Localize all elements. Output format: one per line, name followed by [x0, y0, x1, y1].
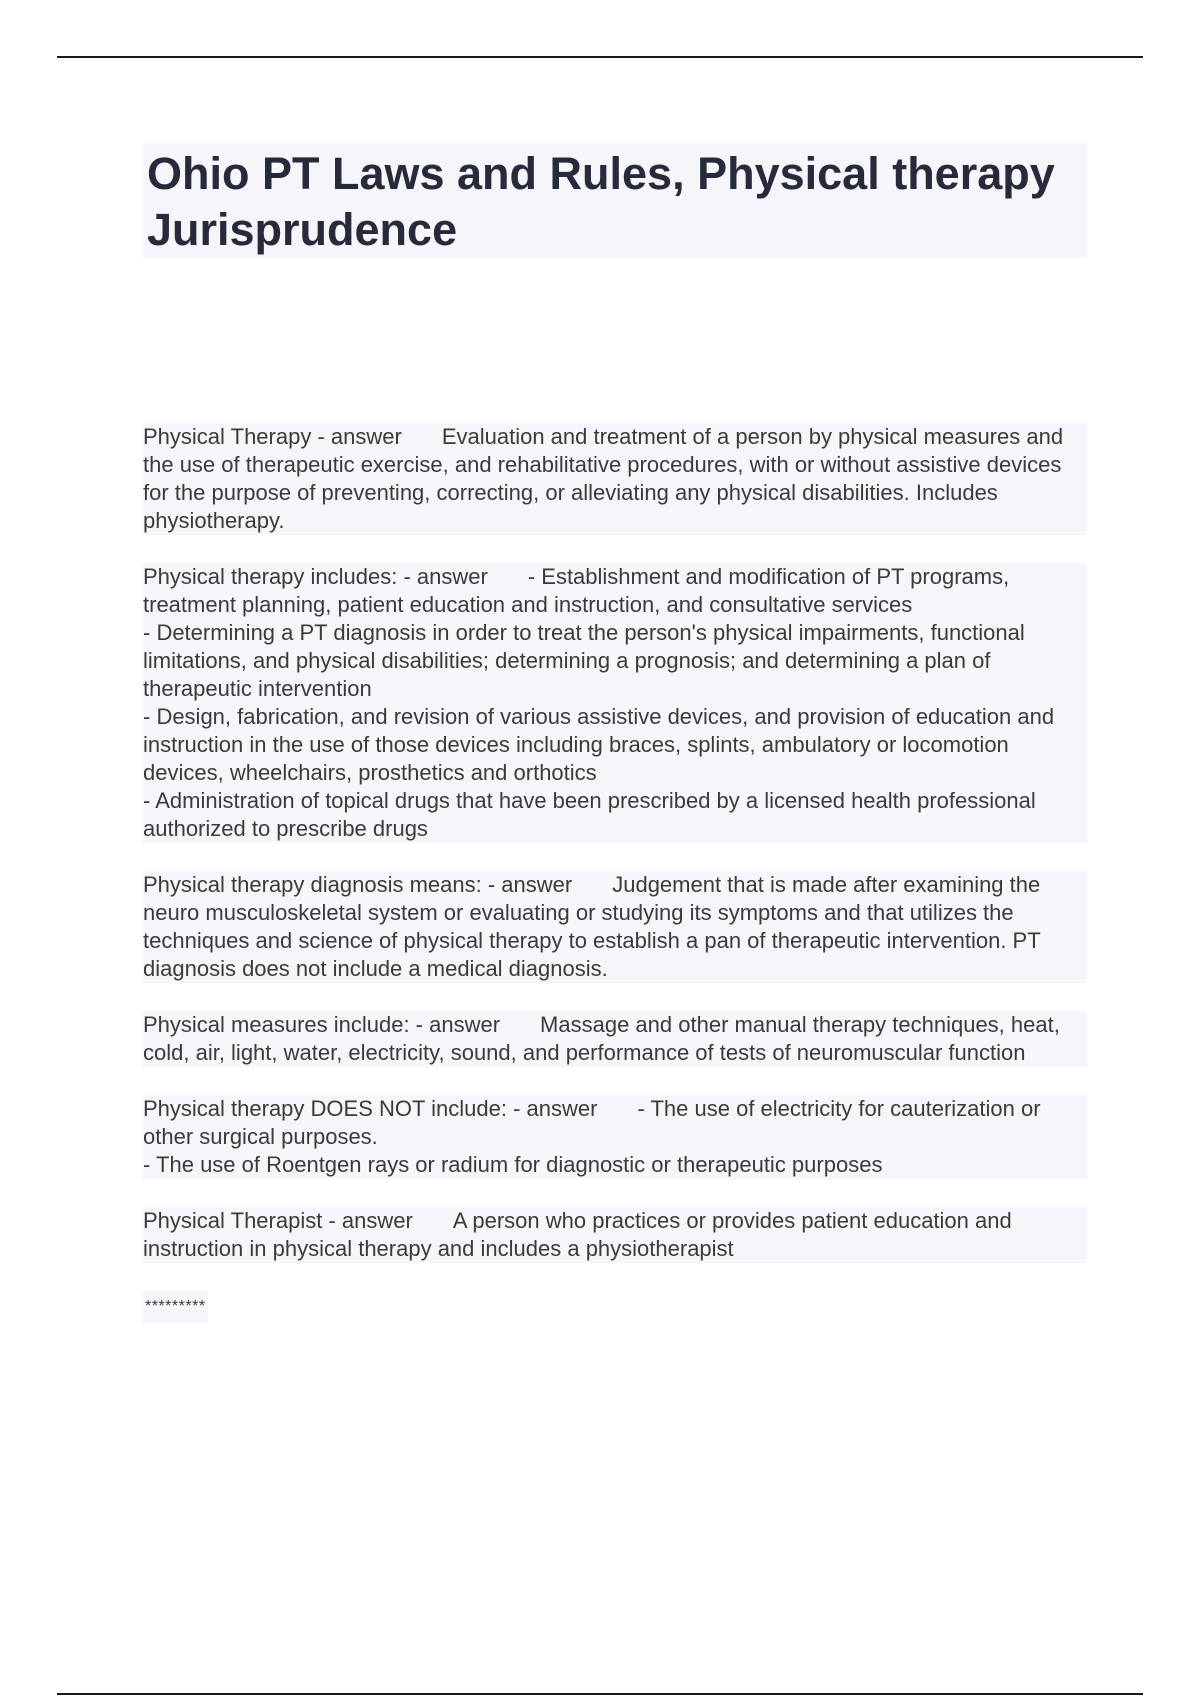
qa-answer: - The use of Roentgen rays or radium for diagnostic or therapeutic purposes — [143, 1151, 1087, 1179]
qa-answer: - Administration of topical drugs that have been prescribed by a licensed health professional authorized to prescribe drugs — [143, 787, 1087, 843]
title-block — [143, 143, 1087, 258]
qa-question: Physical Therapist - answer — [143, 1208, 413, 1233]
document-body — [143, 423, 1087, 1323]
qa-answer: Massage and other manual therapy techniques, heat, cold, air, light, water, electricity, sound, and performance of tests of neuromuscular function — [143, 1012, 1060, 1065]
qa-question: Physical therapy diagnosis means: - answer — [143, 872, 573, 897]
qa-question: Physical therapy DOES NOT include: - answer — [143, 1096, 598, 1121]
qa-item-physical-therapy-does-not-include — [143, 1095, 1087, 1179]
qa-item-physical-therapy-diagnosis — [143, 871, 1087, 983]
section-end-marker: ********* — [143, 1291, 208, 1323]
qa-item-physical-therapy-includes — [143, 563, 1087, 843]
document-title: Ohio PT Laws and Rules, Physical therapy Jurisprudence — [147, 148, 1055, 255]
qa-question: Physical therapy includes: - answer — [143, 564, 488, 589]
qa-question: Physical measures include: - answer — [143, 1012, 501, 1037]
qa-answer: - The use of electricity for cauterization or other surgical purposes. — [143, 1096, 1041, 1149]
qa-answer: A person who practices or provides patient education and instruction in physical therapy and includes a physiotherapist — [143, 1208, 1012, 1261]
qa-answer: - Determining a PT diagnosis in order to treat the person's physical impairments, functional limitations, and physical disabilities; determining a prognosis; and determining a plan of therapeutic intervention — [143, 619, 1087, 703]
qa-item-physical-therapy — [143, 423, 1087, 535]
qa-question: Physical Therapy - answer — [143, 424, 402, 449]
bottom-rule — [57, 1693, 1143, 1695]
qa-answer: - Design, fabrication, and revision of various assistive devices, and provision of education and instruction in the use of those devices including braces, splints, ambulatory or locomotion devices, wheelchairs, prosthetics and orthotics — [143, 703, 1087, 787]
qa-item-physical-measures — [143, 1011, 1087, 1067]
qa-answer: - Establishment and modification of PT programs, treatment planning, patient education and instruction, and consultative services — [143, 564, 1010, 617]
qa-answer: Judgement that is made after examining the neuro musculoskeletal system or evaluating or studying its symptoms and that utilizes the techniques and science of physical therapy to establish a pan of therapeutic intervention. PT diagnosis does not include a medical diagnosis. — [143, 872, 1041, 981]
top-rule — [57, 56, 1143, 58]
qa-answer: Evaluation and treatment of a person by physical measures and the use of therapeutic exercise, and rehabilitative procedures, with or without assistive devices for the purpose of preventing, correcting, or alleviating any physical disabilities. Includes physiotherapy. — [143, 424, 1064, 533]
qa-item-physical-therapist — [143, 1207, 1087, 1263]
